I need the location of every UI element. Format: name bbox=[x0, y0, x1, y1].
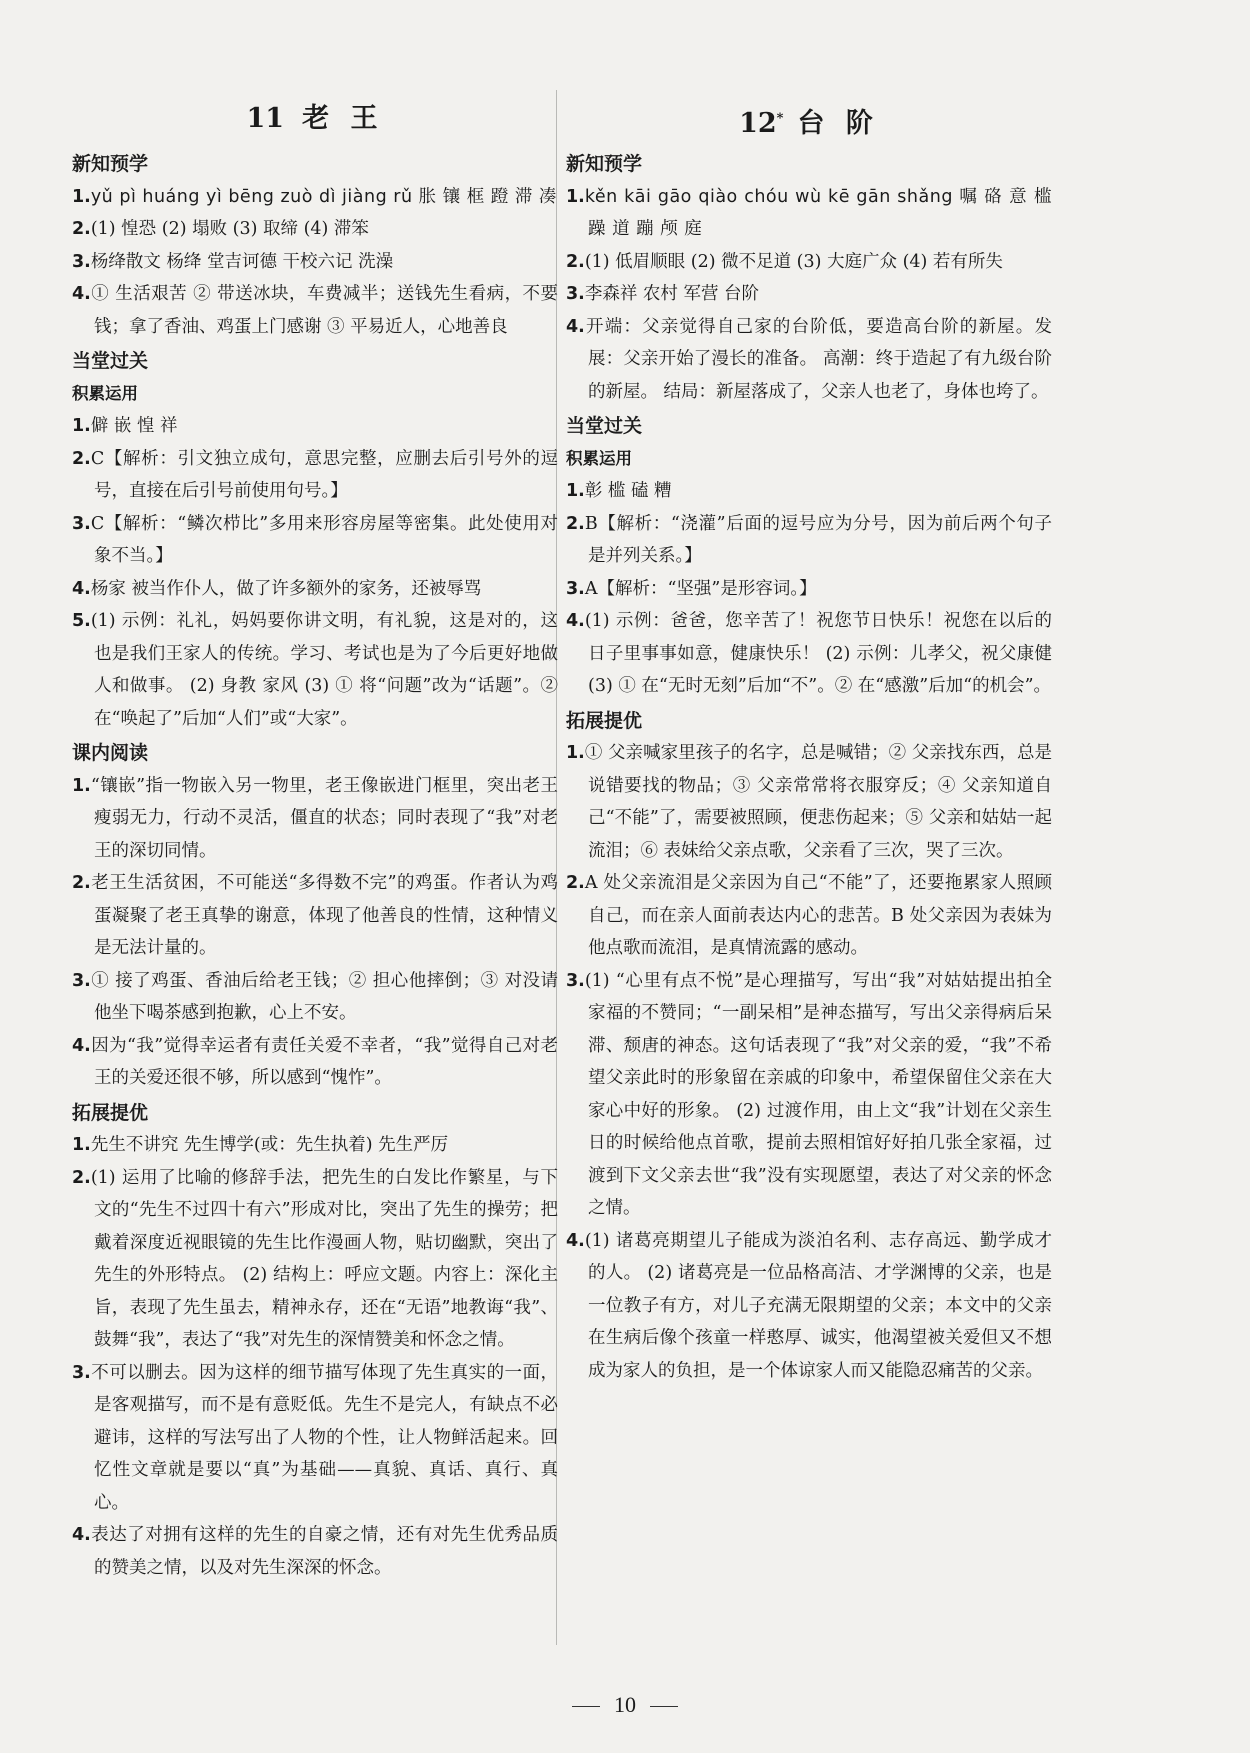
lesson-title-11 bbox=[72, 92, 558, 146]
section-heading: 拓展提优 bbox=[566, 709, 643, 732]
lesson-name: 台 阶 bbox=[797, 108, 879, 139]
section-heading: 新知预学 bbox=[72, 153, 149, 175]
answer-item: 1.“镶嵌”指一物嵌入另一物里，老王像嵌进门框里，突出老王瘦弱无力，行动不灵活，僵直的状态；同时表现了“我”对老王的深切同情。 bbox=[72, 775, 558, 861]
lesson-title-12 bbox=[566, 92, 1052, 146]
answer-item: 3.① 接了鸡蛋、香油后给老王钱；② 担心他摔倒；③ 对没请他坐下喝茶感到抱歉，心上不安。 bbox=[72, 970, 558, 1023]
answer-item: 1.kěn kāi gāo qiào chóu wù kē gān shǎng 嘱 硌 意 槛 躁 道 蹦 颅 庭 bbox=[566, 186, 1052, 239]
answer-item: 4.因为“我”觉得幸运者有责任关爱不幸者，“我”觉得自己对老王的关爱还很不够，所以感到“愧怍”。 bbox=[72, 1035, 558, 1088]
section-heading: 课内阅读 bbox=[72, 742, 149, 764]
answer-item: 3.C【解析：“鳞次栉比”多用来形容房屋等密集。此处使用对象不当。】 bbox=[72, 513, 558, 566]
lesson-mark: * bbox=[776, 111, 784, 126]
answer-item: 3.A【解析：“坚强”是形容词。】 bbox=[566, 578, 817, 599]
answer-item: 4.(1) 诸葛亮期望儿子能成为淡泊名利、志存高远、勤学成才的人。 (2) 诸葛亮是一位品格高洁、才学渊博的父亲，也是一位教子有方，对儿子充满无限期望的父亲；本文中的父亲在生病后像个孩童一样憨厚、诚实，他渴望被关爱但又不想成为家人的负担，是一个体谅家人而又能隐忍痛苦的父亲。 bbox=[566, 1230, 1052, 1381]
subsection-heading: 积累运用 bbox=[566, 448, 632, 468]
answer-item: 2.(1) 惶恐 (2) 塌败 (3) 取缔 (4) 滞笨 bbox=[72, 219, 369, 239]
lesson-name: 老 王 bbox=[302, 103, 384, 134]
page-dash-left bbox=[572, 1706, 600, 1707]
subsection-heading: 积累运用 bbox=[72, 383, 138, 403]
answer-item: 3.杨绛散文 杨绛 堂吉诃德 干校六记 洗澡 bbox=[72, 251, 394, 272]
answer-item: 3.李森祥 农村 军营 台阶 bbox=[566, 284, 760, 304]
lesson-number: 11 bbox=[246, 103, 285, 134]
section-heading: 当堂过关 bbox=[72, 350, 149, 372]
lesson-number: 12 bbox=[739, 108, 777, 139]
section-heading: 当堂过关 bbox=[566, 415, 643, 437]
answer-item: 2.(1) 运用了比喻的修辞手法，把先生的白发比作繁星，与下文的“先生不过四十有六”形成对比，突出了先生的操劳；把戴着深度近视眼镜的先生比作漫画人物，贴切幽默，突出了先生的外形特点。 (2) 结构上：呼应文题。内容上：深化主旨，表现了先生虽去，精神永存，还在“无语”地教诲“我”、鼓舞“我”，表达了“我”对先生的深情赞美和怀念之情。 bbox=[72, 1167, 558, 1350]
answer-item: 5.(1) 示例：礼礼，妈妈要你讲文明，有礼貌，这是对的，这也是我们王家人的传统。学习、考试也是为了今后更好地做人和做事。 (2) 身教 家风 (3) ① 将“问题”改为“话题”。② 在“唤起了”后加“人们”或“大家”。 bbox=[72, 611, 558, 729]
section-heading: 拓展提优 bbox=[72, 1101, 149, 1124]
page-dash-right bbox=[650, 1706, 678, 1707]
answer-item: 4.表达了对拥有这样的先生的自豪之情，还有对先生优秀品质的赞美之情，以及对先生深深的怀念。 bbox=[72, 1525, 558, 1578]
page-number bbox=[0, 1692, 1250, 1718]
answer-item: 2.B【解析：“浇灌”后面的逗号应为分号，因为前后两个句子是并列关系。】 bbox=[566, 513, 1052, 566]
page-number-text: 10 bbox=[614, 1692, 636, 1717]
answer-item: 3.(1) “心里有点不悦”是心理描写，写出“我”对姑姑提出拍全家福的不赞同；“一副呆相”是神态描写，写出父亲得病后呆滞、颓唐的神态。这句话表现了“我”对父亲的爱，“我”不希望父亲此时的形象留在亲戚的印象中，希望保留住父亲在大家心中好的形象。 (2) 过渡作用，由上文“我”计划在父亲生日的时候给他点首歌，提前去照相馆好好拍几张全家福，过渡到下文父亲去世“我”没有实现愿望，表达了对父亲的怀念之情。 bbox=[566, 970, 1052, 1218]
section-heading: 新知预学 bbox=[566, 153, 643, 175]
answer-item: 2.A 处父亲流泪是父亲因为自己“不能”了，还要拖累家人照顾自己，而在亲人面前表达内心的悲苦。B 处父亲因为表妹为他点歌而流泪，是真情流露的感动。 bbox=[566, 873, 1052, 958]
left-column bbox=[72, 92, 558, 1584]
answer-item: 1.僻 嵌 惶 祥 bbox=[72, 416, 178, 436]
answer-item: 4.① 生活艰苦 ② 带送冰块，车费减半；送钱先生看病，不要钱；拿了香油、鸡蛋上门感谢 ③ 平易近人，心地善良 bbox=[72, 284, 558, 337]
right-column bbox=[566, 92, 1052, 1387]
answer-item: 4.杨家 被当作仆人，做了许多额外的家务，还被辱骂 bbox=[72, 578, 482, 599]
answer-item: 3.不可以删去。因为这样的细节描写体现了先生真实的一面，是客观描写，而不是有意贬低。先生不是完人，有缺点不必避讳，这样的写法写出了人物的个性，让人物鲜活起来。回忆性文章就是要以“真”为基础——真貌、真话、真行、真心。 bbox=[72, 1362, 558, 1513]
answer-item: 1.先生不讲究 先生博学(或：先生执着) 先生严厉 bbox=[72, 1135, 449, 1155]
answer-item: 2.C【解析：引文独立成句，意思完整，应删去后引号外的逗号，直接在后引号前使用句号。】 bbox=[72, 448, 558, 501]
answer-item: 2.老王生活贫困，不可能送“多得数不完”的鸡蛋。作者认为鸡蛋凝聚了老王真挚的谢意，体现了他善良的性情，这种情义是无法计量的。 bbox=[72, 873, 558, 958]
answer-item: 1.① 父亲喊家里孩子的名字，总是喊错；② 父亲找东西，总是说错要找的物品；③ 父亲常常将衣服穿反；④ 父亲知道自己“不能”了，需要被照顾，便悲伤起来；⑤ 父亲和姑姑一起流泪；⑥ 表妹给父亲点歌，父亲看了三次，哭了三次。 bbox=[566, 743, 1052, 861]
answer-item: 2.(1) 低眉顺眼 (2) 微不足道 (3) 大庭广众 (4) 若有所失 bbox=[566, 251, 1003, 272]
answer-item: 4.开端：父亲觉得自己家的台阶低，要造高台阶的新屋。发展：父亲开始了漫长的准备。 高潮：终于造起了有九级台阶的新屋。 结局：新屋落成了，父亲人也老了，身体也垮了。 bbox=[566, 316, 1052, 402]
answer-item: 4.(1) 示例：爸爸，您辛苦了！祝您节日快乐！祝您在以后的日子里事事如意，健康快乐！ (2) 示例：儿孝父，祝父康健 (3) ① 在“无时无刻”后加“不”。② 在“感激”后加“的机会”。 bbox=[566, 611, 1052, 696]
answer-item: 1.彰 槛 磕 糟 bbox=[566, 481, 672, 501]
answer-item: 1.yǔ pì huáng yì bēng zuò dì jiàng rǔ 胀 镶 框 蹬 滞 凑 bbox=[72, 186, 557, 207]
